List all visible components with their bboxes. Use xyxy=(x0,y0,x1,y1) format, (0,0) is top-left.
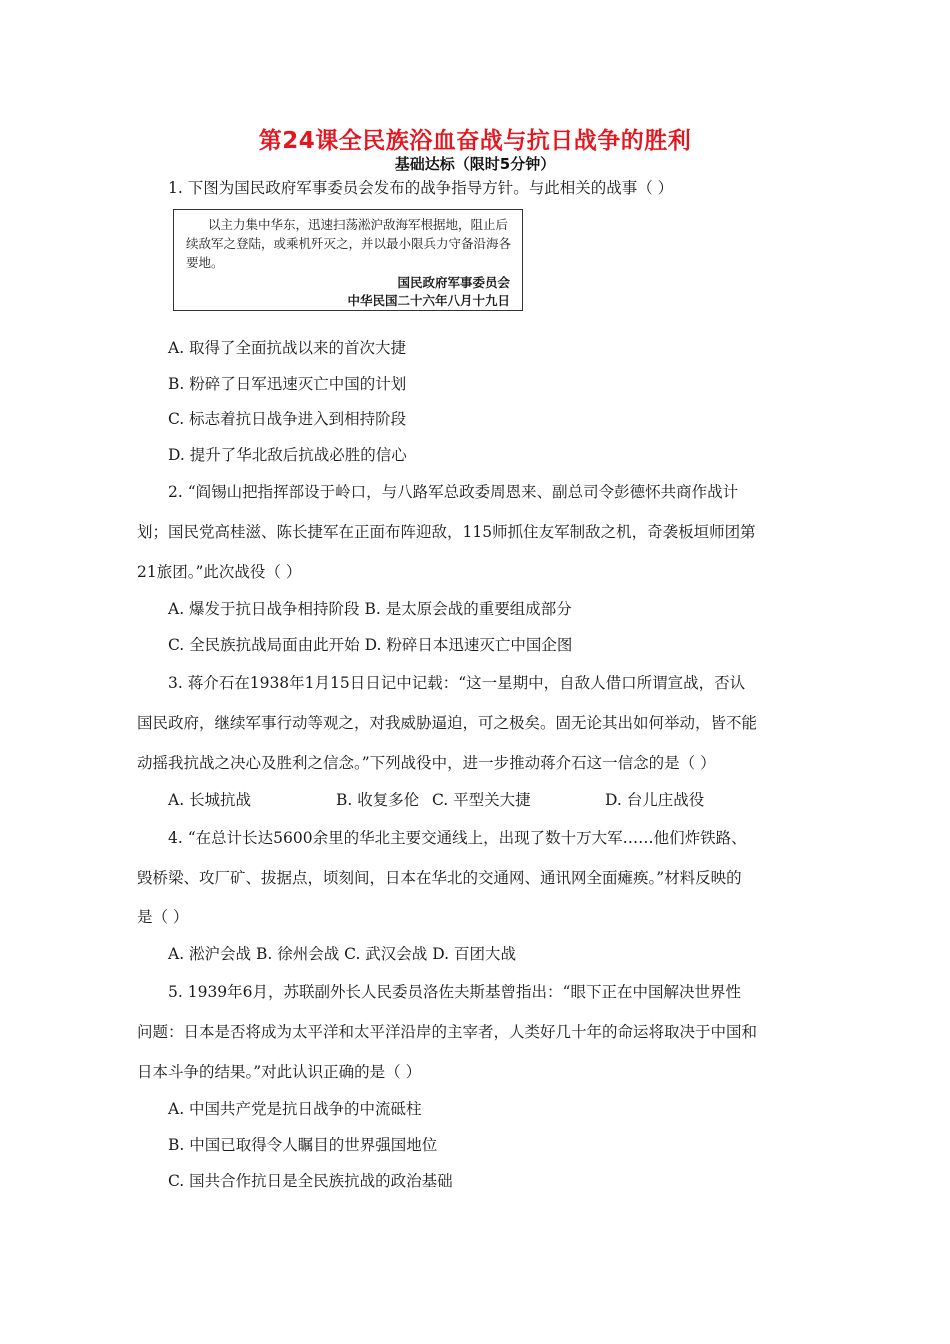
quote-signature-org: 国民政府军事委员会 xyxy=(397,275,510,290)
question-3-line-1: 3. 蒋介石在1938年1月15日日记中记载：“这一星期中，自敌人借口所谓宣战，否认 xyxy=(168,674,746,692)
question-1-option-d: D. 提升了华北敌后抗战必胜的信心 xyxy=(168,446,407,464)
question-4-line-1: 4. “在总计长达5600余里的华北主要交通线上，出现了数十万大军……他们炸铁路、 xyxy=(168,829,747,847)
question-4-line-3: 是（ ） xyxy=(137,908,189,926)
section-subtitle: 基础达标（限时5分钟） xyxy=(394,155,556,173)
question-3-option-c: C. 平型关大捷 xyxy=(432,791,531,809)
question-4-line-2: 毁桥梁、攻厂矿、拔据点，顷刻间，日本在华北的交通网、通讯网全面瘫痪。”材料反映的 xyxy=(137,869,742,887)
question-2-options-ab: A. 爆发于抗日战争相持阶段 B. 是太原会战的重要组成部分 xyxy=(168,600,572,618)
page-title: 第24课全民族浴血奋战与抗日战争的胜利 xyxy=(258,128,692,154)
question-3-line-2: 国民政府，继续军事行动等观之，对我威胁逼迫，可之极矣。固无论其出如何举动，皆不能 xyxy=(137,714,758,732)
question-1-stem: 1. 下图为国民政府军事委员会发布的战争指导方针。与此相关的战事（ ） xyxy=(168,179,674,197)
question-3-option-b: B. 收复多伦 xyxy=(336,791,420,809)
question-1-quote-box xyxy=(173,209,523,311)
question-5-line-1: 5. 1939年6月，苏联副外长人民委员洛佐夫斯基曾指出：“眼下正在中国解决世界性 xyxy=(168,983,741,1001)
quote-signature-date: 中华民国二十六年八月十九日 xyxy=(347,293,510,308)
question-2-line-1: 2. “阎锡山把指挥部设于岭口，与八路军总政委周恩来、副总司令彭德怀共商作战计 xyxy=(168,483,739,501)
question-4-options: A. 淞沪会战 B. 徐州会战 C. 武汉会战 D. 百团大战 xyxy=(168,945,516,963)
question-1-option-c: C. 标志着抗日战争进入到相持阶段 xyxy=(168,410,407,428)
question-5-option-a: A. 中国共产党是抗日战争的中流砥柱 xyxy=(168,1100,422,1118)
question-5-option-c: C. 国共合作抗日是全民族抗战的政治基础 xyxy=(168,1172,453,1190)
quote-line-2: 续敌军之登陆，或乘机歼灭之，并以最小限兵力守备沿海各 xyxy=(186,236,512,251)
question-5-line-3: 日本斗争的结果。”对此认识正确的是（ ） xyxy=(137,1063,422,1081)
question-3-line-3: 动摇我抗战之决心及胜利之信念。”下列战役中，进一步推动蒋介石这一信念的是（ ） xyxy=(137,754,716,772)
question-5-line-2: 问题：日本是否将成为太平洋和太平洋沿岸的主宰者，人类好几十年的命运将取决于中国和 xyxy=(137,1023,758,1041)
quote-line-3: 要地。 xyxy=(186,255,224,270)
question-1-option-b: B. 粉碎了日军迅速灭亡中国的计划 xyxy=(168,375,407,393)
question-2-options-cd: C. 全民族抗战局面由此开始 D. 粉碎日本迅速灭亡中国企图 xyxy=(168,636,573,654)
question-5-option-b: B. 中国已取得令人瞩目的世界强国地位 xyxy=(168,1136,438,1154)
question-1-option-a: A. 取得了全面抗战以来的首次大捷 xyxy=(168,339,407,357)
question-2-line-2: 划；国民党高桂滋、陈长捷军在正面布阵迎敌，115师抓住友军制敌之机，奇袭板垣师团第 xyxy=(137,523,756,541)
quote-line-1: 以主力集中华东，迅速扫荡淞沪敌海军根据地，阻止后 xyxy=(208,217,509,232)
question-3-option-a: A. 长城抗战 xyxy=(168,791,252,809)
question-2-line-3: 21旅团。”此次战役（ ） xyxy=(137,563,302,581)
question-3-option-d: D. 台儿庄战役 xyxy=(605,791,705,809)
